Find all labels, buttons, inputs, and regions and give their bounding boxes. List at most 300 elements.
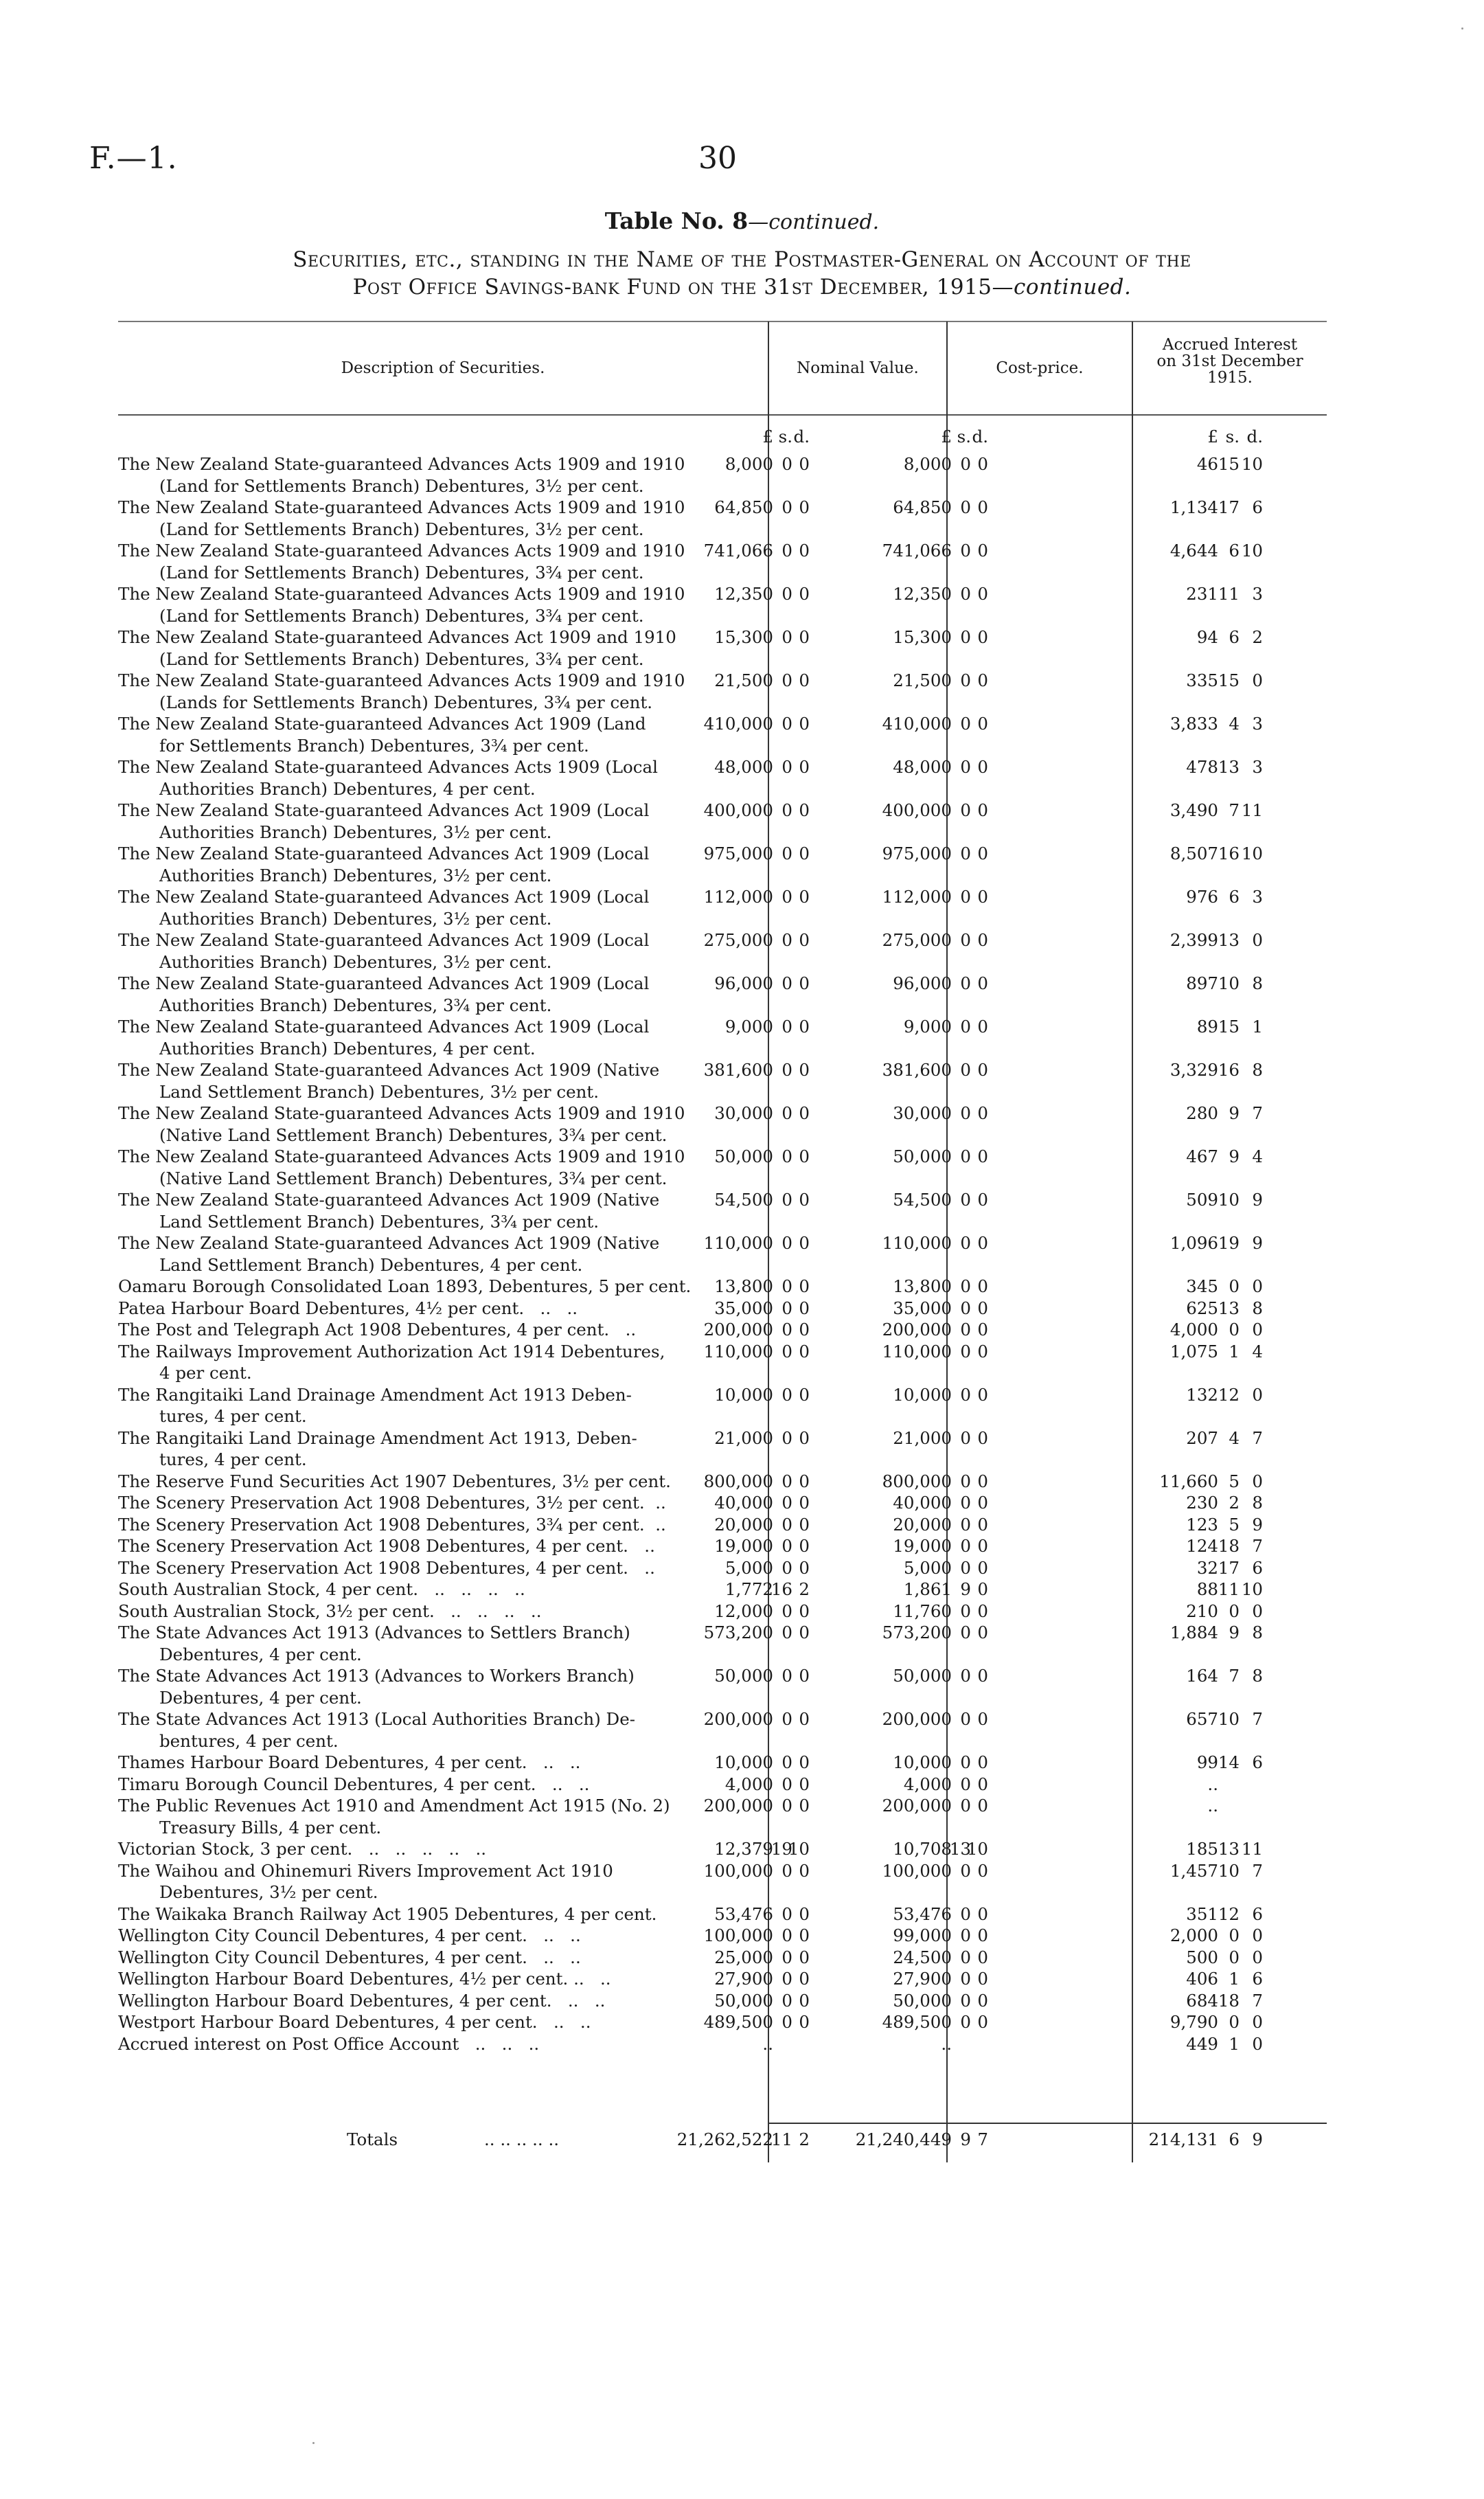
cost-pounds: 489,500 [882,2012,952,2032]
accrued-shillings: 13 [1218,1298,1240,1318]
accrued-header-line1: Accrued Interest [1162,336,1298,354]
description-line1: The Post and Telegraph Act 1908 Debentures, 4 per cent. .. [118,1320,637,1339]
accrued-pence: 4 [1252,1146,1263,1166]
cost-pence: 0 [977,1536,988,1556]
accrued-shillings: 13 [1218,1839,1240,1859]
nominal-pounds: 573,200 [703,1622,773,1642]
description-line1: Wellington City Council Debentures, 4 per cent. .. .. [118,1947,581,1967]
description-line1: The New Zealand State-guaranteed Advances Act 1909 (Local [118,887,650,907]
accrued-pounds: 8,507 [1169,844,1218,863]
accrued-pounds: 89 [1196,1017,1218,1037]
unit-pound: £ [941,427,952,446]
nominal-pounds: 30,000 [714,1103,773,1123]
accrued-shillings: 9 [1229,1622,1240,1642]
nominal-pence: 0 [799,627,810,647]
nominal-pence: 0 [799,1666,810,1686]
cost-shillings: 0 [960,844,971,863]
accrued-pence: 10 [1241,541,1263,561]
nominal-pounds: 64,850 [714,497,773,517]
security-description [118,1838,764,1860]
cost-pence: 0 [977,1947,988,1967]
security-description [118,1146,764,1189]
nominal-pounds: 35,000 [714,1298,773,1318]
accrued-pence: 8 [1252,1060,1263,1080]
description-line1: The New Zealand State-guaranteed Advances Act 1909 (Native [118,1233,660,1253]
cost-shillings: 0 [960,1103,971,1123]
scan-speck [1461,27,1463,30]
security-description [118,1276,764,1298]
cost-pence: 0 [977,454,988,474]
totals-accrued-shillings: 6 [1229,2129,1240,2149]
security-description [118,1232,764,1276]
accrued-shillings: 0 [1229,1925,1240,1945]
page-reference: F.—1. [89,141,178,176]
scan-speck [312,2442,315,2444]
accrued-pounds: 449 [1186,2033,1218,2054]
description-line2: Land Settlement Branch) Debentures, 4 per cent. [159,1254,583,1275]
accrued-pence: 9 [1252,1233,1263,1253]
unit-pence: d. [972,427,988,446]
header-top-rule [118,321,1327,322]
accrued-shillings: 7 [1229,1666,1240,1686]
description-line1: The Rangitaiki Land Drainage Amendment Act 1913 Deben- [118,1384,632,1405]
accrued-pounds: 3,329 [1169,1060,1218,1080]
cost-pence: 0 [977,1298,988,1318]
cost-pounds: 200,000 [882,1709,952,1729]
accrued-pounds: 625 [1186,1298,1218,1318]
description-line1: The New Zealand State-guaranteed Advances Acts 1909 and 1910 [118,670,685,690]
unit-pound: £ [1207,427,1218,446]
nominal-shillings: 0 [781,1903,792,1924]
accrued-pounds: 1,134 [1169,497,1218,517]
cost-pence: 0 [977,1514,988,1535]
description-line2: tures, 4 per cent. [159,1449,307,1469]
nominal-pence: 0 [799,1947,810,1967]
cost-pounds: 24,500 [893,1947,952,1967]
security-description [118,1968,764,1990]
security-description [118,1384,764,1427]
unit-pence: d. [793,427,810,446]
accrued-pence: 0 [1252,1276,1263,1296]
cost-pence: 0 [977,1666,988,1686]
accrued-pence: 0 [1252,670,1263,690]
description-line2: (Land for Settlements Branch) Debentures, 3¾ per cent. [159,648,644,669]
accrued-pounds: 230 [1186,1493,1218,1513]
accrued-shillings: 10 [1218,1709,1240,1729]
accrued-pence: 11 [1241,1839,1263,1859]
cost-shillings: 0 [960,757,971,777]
security-description [118,1557,764,1579]
cost-pounds: 573,200 [882,1622,952,1642]
nominal-pounds: 54,500 [714,1190,773,1210]
security-description [118,1601,764,1622]
accrued-pence: 7 [1252,1103,1263,1123]
nominal-pounds: 200,000 [703,1709,773,1729]
caption-line2-text: Post Office Savings-bank Fund on the 31st December, 1915 [352,275,992,299]
accrued-pounds: 11,660 [1159,1471,1218,1491]
cost-shillings: 0 [960,1384,971,1405]
cost-pounds: 50,000 [893,1146,952,1166]
nominal-shillings: 0 [781,1471,792,1491]
description-line1: South Australian Stock, 3½ per cent. .. .. .. .. [118,1601,542,1621]
security-description [118,1903,764,1925]
cost-pounds: 8,000 [903,454,952,474]
cost-shillings: 0 [960,1622,971,1642]
nominal-pence: 2 [799,1579,810,1599]
cost-shillings: 0 [960,1536,971,1556]
cost-shillings: 0 [960,1796,971,1816]
cost-pounds: 27,900 [893,1969,952,1989]
accrued-pounds: 132 [1186,1384,1218,1405]
nominal-pence: 0 [799,454,810,474]
cost-shillings: 0 [960,1146,971,1166]
security-description [118,583,764,626]
unit-pound: £ [762,427,773,446]
nominal-pounds: 25,000 [714,1947,773,1967]
cost-pounds: 110,000 [882,1233,952,1253]
accrued-pounds: 2,399 [1169,930,1218,950]
accrued-pence: 8 [1252,1622,1263,1642]
cost-shillings: 0 [960,1060,971,1080]
cost-shillings: 0 [960,454,971,474]
nominal-shillings: 0 [781,1796,792,1816]
accrued-shillings: 15 [1218,670,1240,690]
description-line1: The New Zealand State-guaranteed Advances Act 1909 (Land [118,714,646,734]
description-line2: Authorities Branch) Debentures, 3½ per cent. [159,951,552,972]
nominal-pounds: 15,300 [714,627,773,647]
totals-label: Totals [347,2129,398,2149]
accrued-pounds: 976 [1186,887,1218,907]
description-line1: The Waikaka Branch Railway Act 1905 Debentures, 4 per cent. [118,1903,657,1924]
cost-pence: 0 [977,1471,988,1491]
cost-pounds: 10,708 [893,1839,952,1859]
nominal-pence: 0 [799,670,810,690]
accrued-shillings: 6 [1229,887,1240,907]
description-line2: (Land for Settlements Branch) Debentures, 3½ per cent. [159,475,644,496]
cost-shillings: 0 [960,1190,971,1210]
cost-pounds: 800,000 [882,1471,952,1491]
cost-pence: 0 [977,973,988,993]
nominal-pence: 0 [799,1146,810,1166]
unit-shilling: s. [1225,427,1240,446]
nominal-pence: 0 [799,1341,810,1361]
cost-shillings: 0 [960,541,971,561]
nominal-shillings: 0 [781,887,792,907]
cost-pounds: 381,600 [882,1060,952,1080]
accrued-shillings: 12 [1218,1384,1240,1405]
description-line2: Authorities Branch) Debentures, 3¾ per cent. [159,995,552,1015]
nominal-pence: 0 [799,1276,810,1296]
header-nominal-value: Nominal Value. [797,359,919,377]
nominal-pence: 0 [799,1017,810,1037]
cost-pence: 0 [977,800,988,820]
accrued-pounds: .. [1207,1796,1218,1816]
security-description [118,1471,764,1493]
totals-nominal-pence: 2 [799,2129,810,2149]
accrued-pence: 6 [1252,497,1263,517]
nominal-pence: 0 [799,1190,810,1210]
description-line2: Authorities Branch) Debentures, 3½ per cent. [159,908,552,929]
nominal-pounds: 275,000 [703,930,773,950]
accrued-shillings: 0 [1229,1320,1240,1339]
description-line1: The Scenery Preservation Act 1908 Debentures, 4 per cent. .. [118,1536,655,1556]
accrued-shillings: 11 [1218,1579,1240,1599]
description-line1: Victorian Stock, 3 per cent. .. .. .. .. .. [118,1839,487,1859]
cost-pounds: 30,000 [893,1103,952,1123]
nominal-shillings: 0 [781,1774,792,1794]
cost-pence: 0 [977,2012,988,2032]
accrued-pounds: 99 [1196,1752,1218,1772]
accrued-pounds: 4,644 [1169,541,1218,561]
table-title-suffix: —continued. [748,210,880,234]
cost-shillings: 0 [960,1298,971,1318]
nominal-pounds: 12,350 [714,584,773,604]
description-line2: Authorities Branch) Debentures, 3½ per cent. [159,822,552,842]
accrued-pence: 0 [1252,1320,1263,1339]
cost-pence: 0 [977,1146,988,1166]
accrued-shillings: 17 [1218,1557,1240,1578]
cost-pounds: 54,500 [893,1190,952,1210]
table-title [0,207,1484,234]
nominal-shillings: 0 [781,714,792,734]
accrued-pence: 8 [1252,1493,1263,1513]
accrued-pence: 11 [1241,800,1263,820]
nominal-pence: 0 [799,1298,810,1318]
nominal-pence: 0 [799,1796,810,1816]
accrued-pence: 10 [1241,454,1263,474]
description-line2: tures, 4 per cent. [159,1406,307,1426]
cost-shillings: 0 [960,887,971,907]
nominal-shillings: 0 [781,1709,792,1729]
nominal-pence: 0 [799,1752,810,1772]
nominal-pence: 0 [799,2012,810,2032]
cost-pounds: 275,000 [882,930,952,950]
cost-pounds: 1,861 [903,1579,952,1599]
security-description [118,1925,764,1947]
cost-pence: 0 [977,1233,988,1253]
nominal-shillings: 0 [781,541,792,561]
security-description [118,2033,764,2055]
security-description [118,497,764,540]
cost-pounds: 410,000 [882,714,952,734]
nominal-shillings: 0 [781,1536,792,1556]
description-line1: South Australian Stock, 4 per cent. .. .. .. .. [118,1579,525,1599]
accrued-pounds: 164 [1186,1666,1218,1686]
cost-pence: 0 [977,1103,988,1123]
nominal-pence: 0 [799,1709,810,1729]
nominal-pounds: 20,000 [714,1514,773,1535]
security-description [118,453,764,497]
cost-shillings: 0 [960,1990,971,2011]
accrued-pounds: 4,000 [1169,1320,1218,1339]
nominal-shillings: 0 [781,757,792,777]
security-description [118,1795,764,1838]
cost-pence: 0 [977,1276,988,1296]
description-line2: bentures, 4 per cent. [159,1730,339,1751]
cost-shillings: 0 [960,1752,971,1772]
nominal-pounds: 21,000 [714,1427,773,1448]
security-description [118,1189,764,1232]
description-line1: The New Zealand State-guaranteed Advances Acts 1909 and 1910 [118,454,685,474]
cost-pence: 0 [977,1990,988,2011]
cost-pence: 0 [977,1860,988,1881]
description-line2: Treasury Bills, 4 per cent. [159,1817,382,1838]
description-line1: Patea Harbour Board Debentures, 4½ per cent. .. .. [118,1298,578,1318]
accrued-shillings: 18 [1218,1990,1240,2011]
nominal-pounds: 10,000 [714,1384,773,1405]
cost-pounds: 19,000 [893,1536,952,1556]
description-line2: Land Settlement Branch) Debentures, 3½ per cent. [159,1081,600,1102]
cost-pence: 0 [977,1427,988,1448]
description-line2: for Settlements Branch) Debentures, 3¾ per cent. [159,735,589,756]
nominal-shillings: 0 [781,1990,792,2011]
nominal-pence: 0 [799,1601,810,1621]
nominal-shillings: 0 [781,1601,792,1621]
accrued-pounds: 124 [1186,1536,1218,1556]
cost-shillings: 0 [960,714,971,734]
description-line1: Oamaru Borough Consolidated Loan 1893, Debentures, 5 per cent. [118,1276,692,1296]
cost-shillings: 0 [960,584,971,604]
cost-shillings: 0 [960,973,971,993]
nominal-pounds: 4,000 [724,1774,773,1794]
cost-pounds: 10,000 [893,1384,952,1405]
security-description [118,886,764,929]
cost-shillings: 13 [949,1839,971,1859]
description-line1: Wellington Harbour Board Debentures, 4½ per cent. .. .. [118,1969,611,1989]
nominal-pence: 0 [799,1536,810,1556]
nominal-pounds: 400,000 [703,800,773,820]
accrued-pence: 9 [1252,1514,1263,1535]
totals-nominal-shillings: 11 [770,2129,792,2149]
accrued-shillings: 16 [1218,844,1240,863]
nominal-shillings: 0 [781,1752,792,1772]
nominal-pence: 0 [799,1557,810,1578]
nominal-shillings: 0 [781,1622,792,1642]
description-line1: The New Zealand State-guaranteed Advances Act 1909 (Native [118,1060,660,1080]
description-line1: Wellington City Council Debentures, 4 per cent. .. .. [118,1925,581,1945]
accrued-shillings: 9 [1229,1103,1240,1123]
nominal-pounds: 200,000 [703,1796,773,1816]
accrued-pounds: 88 [1196,1579,1218,1599]
accrued-pence: 7 [1252,1427,1263,1448]
cost-pounds: 96,000 [893,973,952,993]
accrued-pence: 6 [1252,1903,1263,1924]
accrued-pounds: 123 [1186,1514,1218,1535]
description-line1: The New Zealand State-guaranteed Advances Act 1909 (Native [118,1190,660,1210]
description-line1: The New Zealand State-guaranteed Advances Act 1909 (Local [118,973,650,993]
accrued-shillings: 10 [1218,1860,1240,1881]
accrued-pence: 7 [1252,1709,1263,1729]
nominal-pounds: 10,000 [714,1752,773,1772]
security-description [118,1298,764,1320]
nominal-shillings: 0 [781,454,792,474]
security-description [118,1947,764,1969]
nominal-pounds: 1,772 [724,1579,773,1599]
description-line1: The State Advances Act 1913 (Advances to Settlers Branch) [118,1622,630,1642]
nominal-pounds: 410,000 [703,714,773,734]
nominal-pence: 0 [799,1860,810,1881]
nominal-pounds: 489,500 [703,2012,773,2032]
accrued-shillings: 14 [1218,1752,1240,1772]
header-cost-price: Cost-price. [996,359,1084,377]
accrued-pence: 7 [1252,1990,1263,2011]
cost-shillings: 0 [960,1276,971,1296]
accrued-pence: 8 [1252,1298,1263,1318]
cost-pounds: 741,066 [882,541,952,561]
accrued-pence: 3 [1252,757,1263,777]
accrued-pence: 10 [1241,844,1263,863]
cost-shillings: 9 [960,1579,971,1599]
cost-pence: 0 [977,627,988,647]
nominal-pence: 0 [799,844,810,863]
cost-pounds: 35,000 [893,1298,952,1318]
security-description [118,800,764,843]
security-description [118,1990,764,2012]
nominal-pence: 0 [799,1384,810,1405]
accrued-pence: 7 [1252,1536,1263,1556]
nominal-shillings: 0 [781,627,792,647]
security-description [118,1752,764,1774]
cost-shillings: 0 [960,670,971,690]
accrued-pounds: 1,096 [1169,1233,1218,1253]
cost-pounds: 400,000 [882,800,952,820]
cost-pounds: 12,350 [893,584,952,604]
nominal-pounds: 110,000 [703,1233,773,1253]
cost-shillings: 0 [960,1514,971,1535]
description-line1: The New Zealand State-guaranteed Advances Acts 1909 and 1910 [118,1146,685,1166]
nominal-pence: 0 [799,1969,810,1989]
nominal-pounds: 19,000 [714,1536,773,1556]
cost-pence: 0 [977,1493,988,1513]
accrued-pence: 4 [1252,1341,1263,1361]
nominal-pence: 0 [799,887,810,907]
cost-shillings: 0 [960,1017,971,1037]
accrued-pounds: 1,457 [1169,1860,1218,1881]
security-description [118,626,764,670]
accrued-shillings: 6 [1229,541,1240,561]
accrued-pounds: 185 [1186,1839,1218,1859]
accrued-shillings: 10 [1218,1190,1240,1210]
nominal-shillings: 0 [781,1320,792,1339]
cost-pence: 0 [977,497,988,517]
cost-pounds: 200,000 [882,1796,952,1816]
accrued-shillings: 13 [1218,757,1240,777]
accrued-pounds: 210 [1186,1601,1218,1621]
nominal-pence: 0 [799,497,810,517]
security-description [118,1622,764,1665]
accrued-pounds: 478 [1186,757,1218,777]
cost-pence: 0 [977,541,988,561]
cost-pounds: 975,000 [882,844,952,863]
nominal-shillings: 0 [781,2012,792,2032]
nominal-pounds: 100,000 [703,1860,773,1881]
cost-pounds: 50,000 [893,1990,952,2011]
cost-pence: 0 [977,1320,988,1339]
cost-pounds: 11,760 [893,1601,952,1621]
description-line2: Authorities Branch) Debentures, 4 per cent. [159,1038,536,1059]
security-description [118,756,764,800]
nominal-pence: 0 [799,1774,810,1794]
security-description [118,1341,764,1384]
caption-line2-suffix: —continued. [992,275,1132,299]
accrued-pounds: 3,833 [1169,714,1218,734]
cost-shillings: 0 [960,1320,971,1339]
description-line2: 4 per cent. [159,1363,252,1383]
accrued-pence: 6 [1252,1969,1263,1989]
security-description [118,1016,764,1059]
description-line1: The New Zealand State-guaranteed Advances Act 1909 (Local [118,844,650,863]
cost-pounds: 20,000 [893,1514,952,1535]
